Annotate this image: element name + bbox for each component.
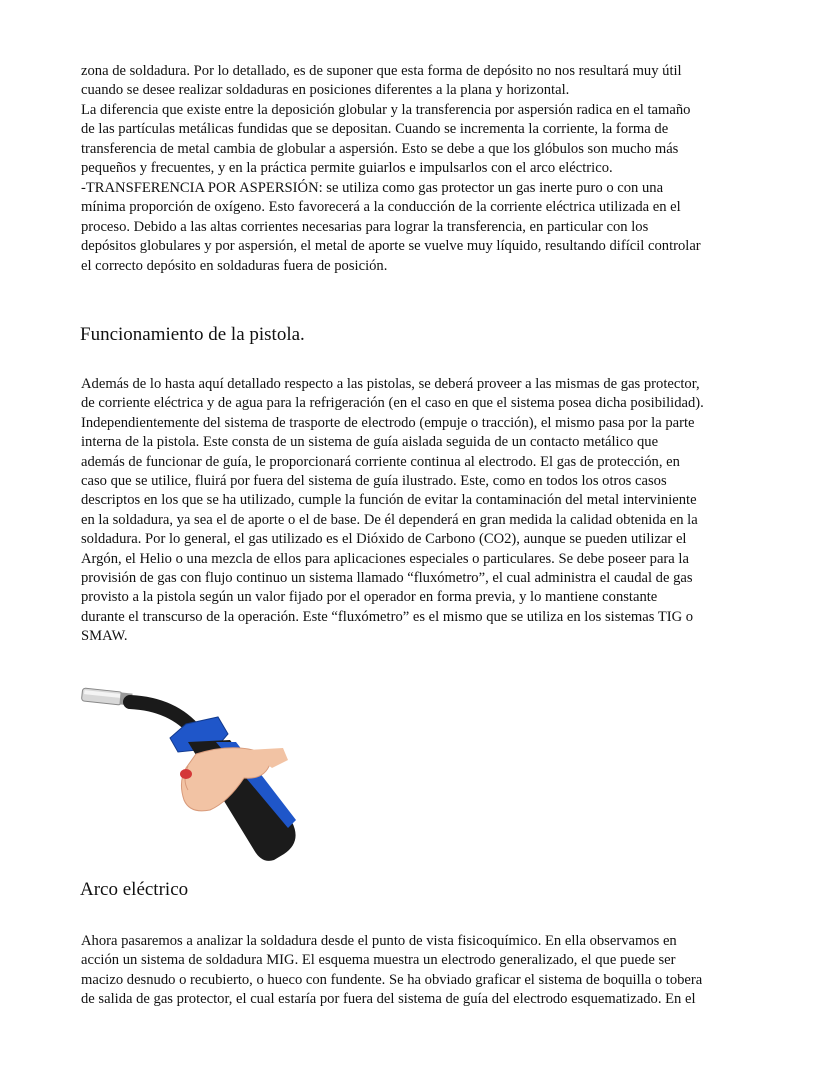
paragraph-globular-vs-spray: La diferencia que existe entre la deposición globular y la transferencia por aspersión radica en el tamaño de las partículas metálicas fundidas que se depositan. Cuando se incrementa la corriente, la forma de transferencia de metal cambia de globular a aspersión. Esto se debe a que los glóbulos son mucho más pequeños y frecuentes, y en la práctica permite guiarlos e impulsarlos con el arco eléctrico. [81, 102, 691, 177]
paragraph-globular-end: zona de soldadura. Por lo detallado, es de suponer que esta forma de depósito no nos resultará muy útil cuando se desee realizar soldaduras en posiciones diferentes a la plana y horizontal. [81, 63, 682, 99]
paragraph-gun-operation: Además de lo hasta aquí detallado respecto a las pistolas, se deberá proveer a las mismas de gas protector, de corriente eléctrica y de agua para la refrigeración (en el caso en que el sistema posea dicha posibilidad). Independientemente del sistema de trasporte de electrodo (empuje o tracción), el mismo pasa por la parte interna de la pistola. Este consta de un sistema de guía aislada seguida de un contacto metálico que además de funcionar de guía, le proporcionará corriente continua al electrodo. El gas de protección, en caso que se utilice, fluirá por fuera del sistema de guía ilustrado. Este, como en todos los otros casos descriptos en los que se ha utilizado, cumple la función de evitar la contaminación del metal interviniente en la soldadura, ya sea el de aporte o el de base. De él dependerá en gran medida la calidad obtenida en la soldadura. Por lo general, el gas utilizado es el Dióxido de Carbono (CO2), aunque se pueden utilizar el Argón, el Helio o una mezcla de ellos para aplicaciones especiales o particulares. Se debe poseer para la provisión de gas con flujo continuo un sistema llamado “fluxómetro”, el cual administra el caudal de gas provisto a la pistola según un valor fijado por el operador en forma previa, y lo mantiene constante durante el transcurso de la operación. Este “fluxómetro” es el mismo que se utiliza en los sistemas TIG o SMAW. [81, 376, 704, 645]
paragraph-electric-arc: Ahora pasaremos a analizar la soldadura desde el punto de vista fisicoquímico. En ella observamos en acción un sistema de soldadura MIG. El esquema muestra un electrodo generalizado, el que puede ser macizo desnudo o recubierto, o hueco con fundente. Se ha obviado graficar el sistema de boquilla o tobera de salida de gas protector, el cual estaría por fuera del sistema de guía del electrodo esquematizado. En el [81, 933, 703, 1008]
heading-gun-operation: Funcionamiento de la pistola. [80, 324, 305, 345]
welding-gun-image [78, 682, 318, 868]
heading-electric-arc: Arco eléctrico [80, 879, 189, 900]
paragraph-spray-transfer: -TRANSFERENCIA POR ASPERSIÓN: se utiliza como gas protector un gas inerte puro o con una mínima proporción de oxígeno. Esto favorecerá a la conducción de la corriente eléctrica utilizada en el proceso. Debido a las altas corrientes necesarias para lograr la transferencia, en particular con los depósitos globulares y por aspersión, el metal de aporte se vuelve muy líquido, resultando difícil controlar el correcto depósito en soldaduras fuera de posición. [81, 180, 701, 274]
